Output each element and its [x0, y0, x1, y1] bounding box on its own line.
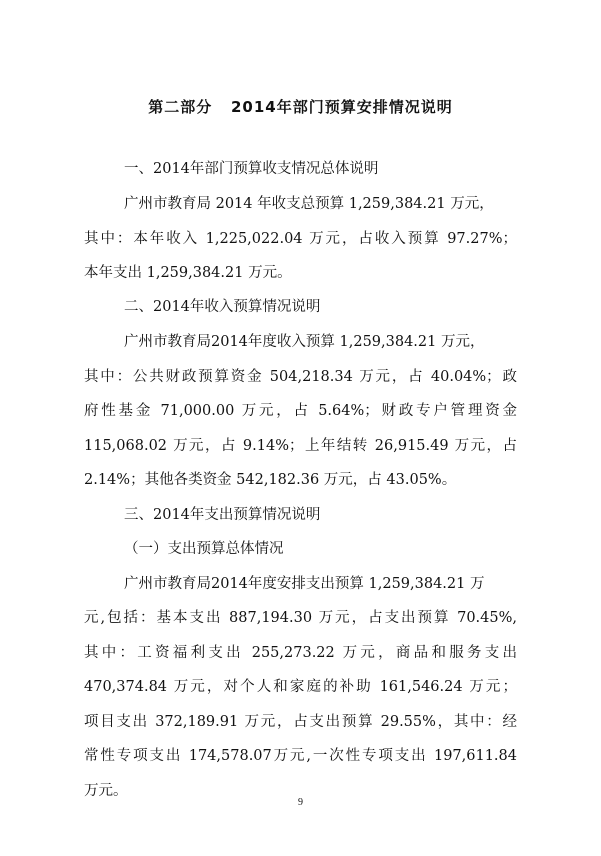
section-heading-3: 三、2014年支出预算情况说明 [124, 507, 321, 523]
section-3-line-1: 广州市教育局2014年度安排支出预算 1,259,384.21 万 [124, 576, 485, 592]
section-3-line-7: 万元。 [84, 783, 128, 799]
section-3-line-4: 470,374.84 万元，对个人和家庭的补助 161,546.24 万元； [84, 679, 517, 695]
page-number: 9 [298, 797, 303, 808]
section-2-line-2: 其中：公共财政预算资金 504,218.34 万元，占 40.04%；政 [84, 369, 517, 385]
section-3-line-3: 其中：工资福利支出 255,273.22 万元，商品和服务支出 [84, 645, 517, 661]
section-3-line-2: 元,包括：基本支出 887,194.30 万元，占支出预算 70.45%, [84, 610, 517, 626]
section-2-line-1: 广州市教育局2014年度收入预算 1,259,384.21 万元， [124, 334, 485, 350]
section-2-line-4: 115,068.02 万元，占 9.14%；上年结转 26,915.49 万元，占 [84, 438, 517, 454]
page-title: 第二部分 2014年部门预算安排情况说明 [148, 98, 453, 116]
section-1-line-2: 其中：本年收入 1,225,022.04 万元，占收入预算 97.27%； [84, 231, 517, 247]
section-1-line-1: 广州市教育局 2014 年收支总预算 1,259,384.21 万元， [124, 196, 494, 212]
section-heading-2: 二、2014年收入预算情况说明 [124, 299, 321, 315]
section-2-line-5: 2.14%；其他各类资金 542,182.36 万元，占 43.05%。 [84, 472, 457, 488]
section-heading-1: 一、2014年部门预算收支情况总体说明 [124, 161, 379, 177]
section-3-line-6: 常性专项支出 174,578.07万元,一次性专项支出 197,611.84 [84, 748, 517, 764]
subsection-heading: （一）支出预算总体情况 [124, 541, 284, 557]
section-2-line-3: 府性基金 71,000.00 万元，占 5.64%；财政专户管理资金 [84, 403, 517, 419]
section-1-line-3: 本年支出 1,259,384.21 万元。 [84, 265, 292, 281]
section-3-line-5: 项目支出 372,189.91 万元，占支出预算 29.55%，其中：经 [84, 714, 517, 730]
